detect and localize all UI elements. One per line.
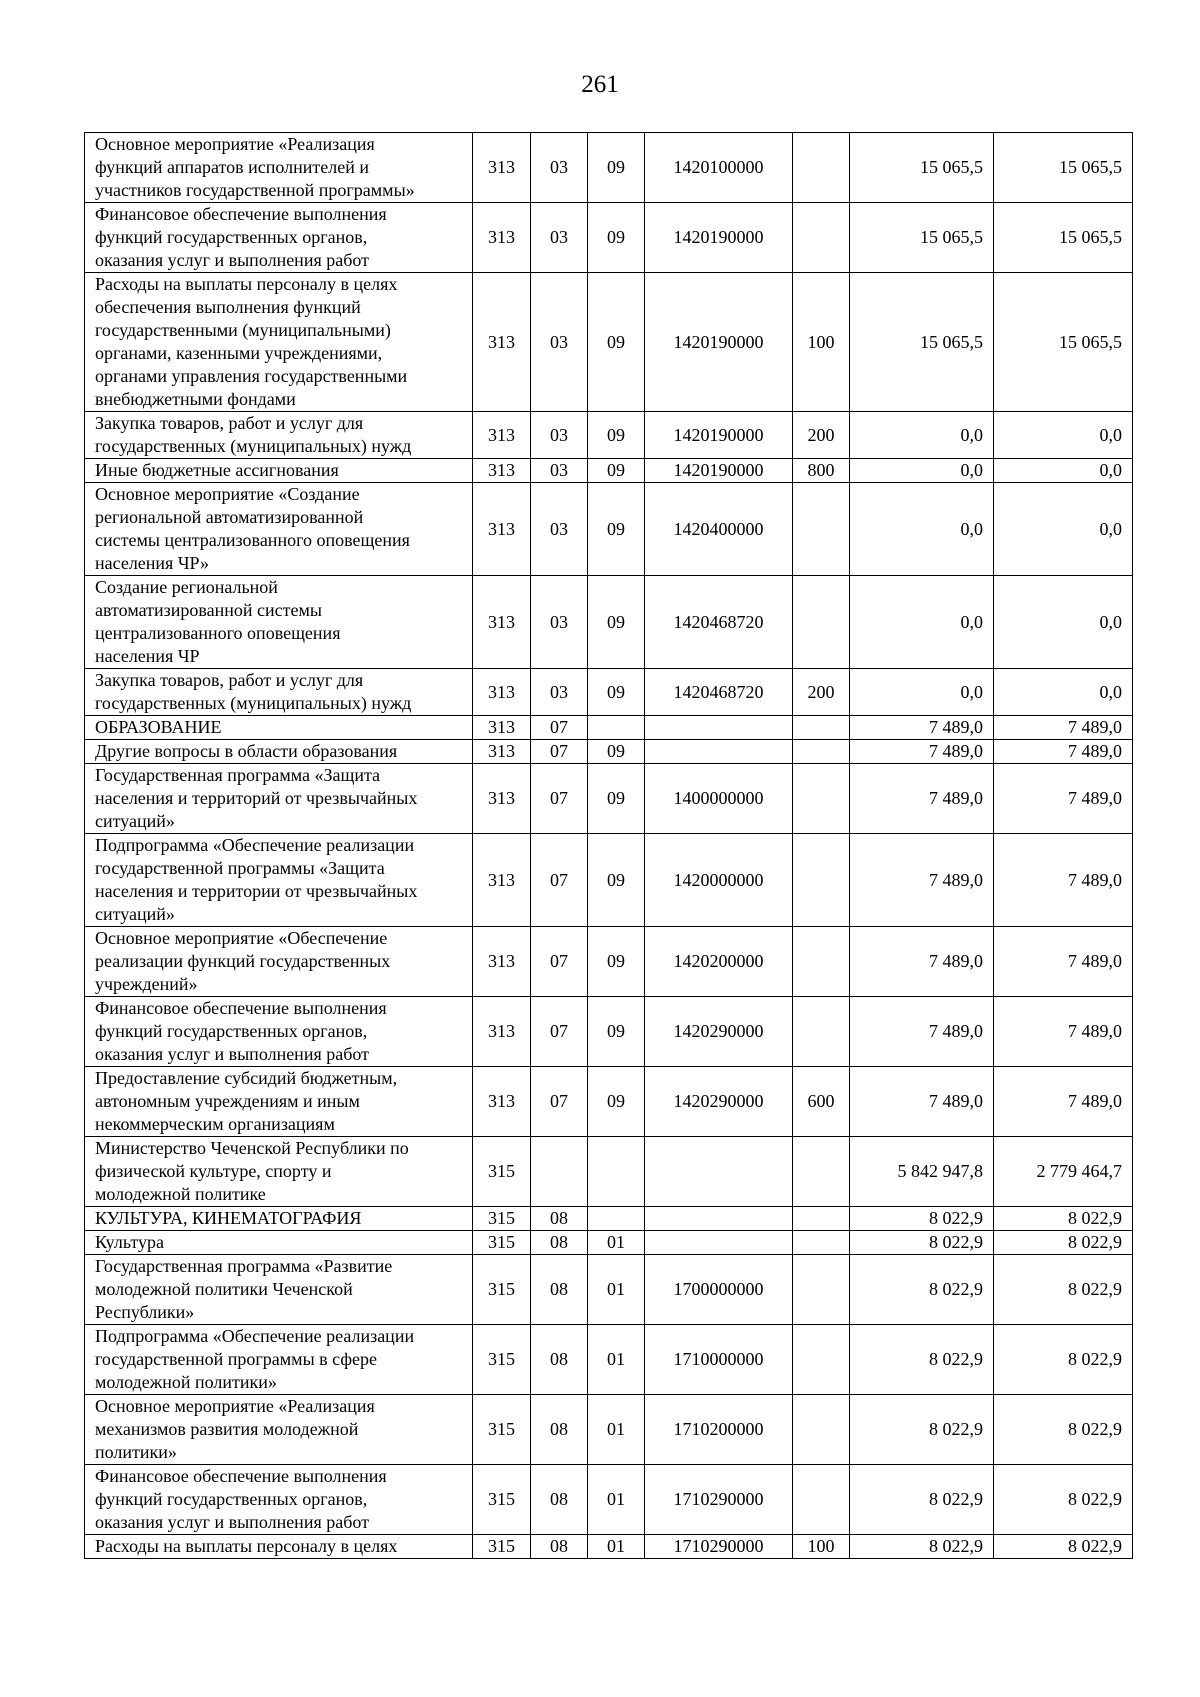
target-article-cell: 1420190000 xyxy=(645,203,793,273)
table-row xyxy=(85,483,1133,576)
section-code-cell: 07 xyxy=(531,764,588,834)
amount-year1-cell: 0,0 xyxy=(850,483,994,576)
table-row xyxy=(85,1465,1133,1535)
item-name-line: физической культуре, спорту и xyxy=(95,1161,332,1181)
target-article-cell xyxy=(645,1231,793,1255)
expense-type-cell: 100 xyxy=(793,273,850,412)
admin-code-cell: 313 xyxy=(473,834,531,927)
expense-type-cell xyxy=(793,834,850,927)
section-code-cell: 03 xyxy=(531,412,588,459)
admin-code-cell: 315 xyxy=(473,1137,531,1207)
item-name-line: Финансовое обеспечение выполнения xyxy=(95,998,387,1018)
section-code-cell: 03 xyxy=(531,483,588,576)
item-name-line: населения ЧР» xyxy=(95,553,209,573)
item-name-cell xyxy=(85,1067,473,1137)
item-name-line: обеспечения выполнения функций xyxy=(95,297,361,317)
table-row xyxy=(85,669,1133,716)
subsection-code-cell xyxy=(588,1207,645,1231)
table-row xyxy=(85,273,1133,412)
section-code-cell: 07 xyxy=(531,927,588,997)
amount-year2-cell: 8 022,9 xyxy=(994,1465,1133,1535)
amount-year2-cell: 15 065,5 xyxy=(994,133,1133,203)
item-name-line: функций государственных органов, xyxy=(95,1489,368,1509)
amount-year2-cell: 8 022,9 xyxy=(994,1325,1133,1395)
item-name-cell xyxy=(85,576,473,669)
item-name-line: органами управления государственными xyxy=(95,366,408,386)
section-code-cell: 08 xyxy=(531,1465,588,1535)
table-row xyxy=(85,1067,1133,1137)
item-name-cell xyxy=(85,412,473,459)
item-name-cell xyxy=(85,927,473,997)
item-name-line: Министерство Чеченской Республики по xyxy=(95,1138,409,1158)
item-name-line: ситуаций» xyxy=(95,811,175,831)
table-row xyxy=(85,1395,1133,1465)
amount-year1-cell: 7 489,0 xyxy=(850,764,994,834)
target-article-cell: 1710290000 xyxy=(645,1535,793,1559)
expense-type-cell: 200 xyxy=(793,412,850,459)
amount-year1-cell: 7 489,0 xyxy=(850,1067,994,1137)
item-name-cell xyxy=(85,764,473,834)
admin-code-cell: 313 xyxy=(473,927,531,997)
item-name-line: молодежной политики Чеченской xyxy=(95,1279,353,1299)
target-article-cell: 1700000000 xyxy=(645,1255,793,1325)
section-code-cell: 03 xyxy=(531,459,588,483)
amount-year1-cell: 0,0 xyxy=(850,669,994,716)
item-name-line: населения и территории от чрезвычайных xyxy=(95,881,418,901)
item-name-line: государственными (муниципальными) xyxy=(95,320,391,340)
item-name-cell xyxy=(85,669,473,716)
table-row xyxy=(85,1207,1133,1231)
item-name-line: автономным учреждениям и иным xyxy=(95,1091,360,1111)
admin-code-cell: 313 xyxy=(473,133,531,203)
subsection-code-cell: 09 xyxy=(588,133,645,203)
item-name-line: внебюджетными фондами xyxy=(95,389,296,409)
section-code-cell: 03 xyxy=(531,133,588,203)
target-article-cell: 1420468720 xyxy=(645,576,793,669)
table-row xyxy=(85,459,1133,483)
item-name-line: государственной программы в сфере xyxy=(95,1349,378,1369)
amount-year1-cell: 7 489,0 xyxy=(850,834,994,927)
expense-type-cell xyxy=(793,716,850,740)
amount-year2-cell: 8 022,9 xyxy=(994,1231,1133,1255)
admin-code-cell: 315 xyxy=(473,1207,531,1231)
admin-code-cell: 313 xyxy=(473,273,531,412)
amount-year2-cell: 8 022,9 xyxy=(994,1207,1133,1231)
amount-year1-cell: 8 022,9 xyxy=(850,1395,994,1465)
table-row xyxy=(85,1325,1133,1395)
item-name-line: Основное мероприятие «Реализация xyxy=(95,134,375,154)
subsection-code-cell: 09 xyxy=(588,740,645,764)
subsection-code-cell: 01 xyxy=(588,1395,645,1465)
expense-type-cell xyxy=(793,1137,850,1207)
item-name-line: КУЛЬТУРА, КИНЕМАТОГРАФИЯ xyxy=(95,1208,362,1228)
target-article-cell: 1420290000 xyxy=(645,997,793,1067)
item-name-line: государственных (муниципальных) нужд xyxy=(95,436,412,456)
subsection-code-cell: 09 xyxy=(588,927,645,997)
item-name-cell xyxy=(85,483,473,576)
item-name-cell xyxy=(85,834,473,927)
item-name-cell xyxy=(85,203,473,273)
table-row xyxy=(85,764,1133,834)
amount-year2-cell: 0,0 xyxy=(994,483,1133,576)
section-code-cell: 08 xyxy=(531,1207,588,1231)
subsection-code-cell: 01 xyxy=(588,1231,645,1255)
amount-year2-cell: 7 489,0 xyxy=(994,716,1133,740)
expense-type-cell: 100 xyxy=(793,1535,850,1559)
table-row xyxy=(85,927,1133,997)
target-article-cell xyxy=(645,740,793,764)
item-name-line: Расходы на выплаты персоналу в целях xyxy=(95,274,398,294)
target-article-cell: 1420190000 xyxy=(645,459,793,483)
amount-year2-cell: 7 489,0 xyxy=(994,1067,1133,1137)
item-name-line: автоматизированной системы xyxy=(95,600,322,620)
item-name-cell xyxy=(85,716,473,740)
amount-year2-cell: 8 022,9 xyxy=(994,1395,1133,1465)
item-name-line: Подпрограмма «Обеспечение реализации xyxy=(95,835,415,855)
item-name-line: Основное мероприятие «Обеспечение xyxy=(95,928,388,948)
admin-code-cell: 315 xyxy=(473,1395,531,1465)
expense-type-cell xyxy=(793,927,850,997)
item-name-line: Иные бюджетные ассигнования xyxy=(95,460,339,480)
table-row xyxy=(85,133,1133,203)
section-code-cell: 03 xyxy=(531,576,588,669)
subsection-code-cell: 09 xyxy=(588,203,645,273)
expense-type-cell xyxy=(793,1395,850,1465)
subsection-code-cell: 09 xyxy=(588,576,645,669)
amount-year1-cell: 0,0 xyxy=(850,459,994,483)
expense-type-cell xyxy=(793,576,850,669)
item-name-line: реализации функций государственных xyxy=(95,951,391,971)
amount-year1-cell: 7 489,0 xyxy=(850,927,994,997)
table-row xyxy=(85,412,1133,459)
expense-type-cell xyxy=(793,1325,850,1395)
item-name-line: органами, казенными учреждениями, xyxy=(95,343,383,363)
expense-type-cell xyxy=(793,764,850,834)
admin-code-cell: 313 xyxy=(473,412,531,459)
item-name-line: оказания услуг и выполнения работ xyxy=(95,1044,370,1064)
amount-year1-cell: 5 842 947,8 xyxy=(850,1137,994,1207)
table-row xyxy=(85,1137,1133,1207)
item-name-line: функций государственных органов, xyxy=(95,227,368,247)
subsection-code-cell xyxy=(588,1137,645,1207)
section-code-cell: 07 xyxy=(531,834,588,927)
amount-year2-cell: 2 779 464,7 xyxy=(994,1137,1133,1207)
admin-code-cell: 315 xyxy=(473,1535,531,1559)
amount-year2-cell: 7 489,0 xyxy=(994,997,1133,1067)
item-name-line: государственной программы «Защита xyxy=(95,858,385,878)
amount-year1-cell: 15 065,5 xyxy=(850,133,994,203)
item-name-line: Республики» xyxy=(95,1302,195,1322)
admin-code-cell: 315 xyxy=(473,1325,531,1395)
item-name-line: механизмов развития молодежной xyxy=(95,1419,359,1439)
expense-type-cell xyxy=(793,1231,850,1255)
table-row xyxy=(85,576,1133,669)
subsection-code-cell: 09 xyxy=(588,669,645,716)
item-name-line: ситуаций» xyxy=(95,904,175,924)
section-code-cell: 03 xyxy=(531,273,588,412)
item-name-line: Основное мероприятие «Реализация xyxy=(95,1396,375,1416)
target-article-cell: 1420190000 xyxy=(645,273,793,412)
section-code-cell: 07 xyxy=(531,716,588,740)
item-name-line: участников государственной программы» xyxy=(95,180,415,200)
target-article-cell xyxy=(645,716,793,740)
table-row xyxy=(85,740,1133,764)
admin-code-cell: 315 xyxy=(473,1231,531,1255)
item-name-cell xyxy=(85,1395,473,1465)
amount-year2-cell: 8 022,9 xyxy=(994,1255,1133,1325)
table-row xyxy=(85,716,1133,740)
subsection-code-cell: 01 xyxy=(588,1465,645,1535)
section-code-cell: 08 xyxy=(531,1231,588,1255)
target-article-cell: 1420100000 xyxy=(645,133,793,203)
item-name-cell xyxy=(85,1231,473,1255)
table-row xyxy=(85,203,1133,273)
amount-year1-cell: 7 489,0 xyxy=(850,740,994,764)
admin-code-cell: 313 xyxy=(473,1067,531,1137)
amount-year1-cell: 7 489,0 xyxy=(850,716,994,740)
table-row xyxy=(85,834,1133,927)
item-name-cell xyxy=(85,1535,473,1559)
target-article-cell: 1420400000 xyxy=(645,483,793,576)
item-name-cell xyxy=(85,459,473,483)
amount-year2-cell: 0,0 xyxy=(994,459,1133,483)
item-name-cell xyxy=(85,997,473,1067)
admin-code-cell: 315 xyxy=(473,1255,531,1325)
expense-type-cell xyxy=(793,1465,850,1535)
item-name-line: Предоставление субсидий бюджетным, xyxy=(95,1068,398,1088)
expense-type-cell xyxy=(793,1207,850,1231)
item-name-cell xyxy=(85,740,473,764)
item-name-line: региональной автоматизированной xyxy=(95,507,364,527)
section-code-cell: 08 xyxy=(531,1255,588,1325)
subsection-code-cell: 01 xyxy=(588,1255,645,1325)
item-name-line: функций аппаратов исполнителей и xyxy=(95,157,370,177)
target-article-cell xyxy=(645,1137,793,1207)
item-name-line: Основное мероприятие «Создание xyxy=(95,484,360,504)
expense-type-cell: 800 xyxy=(793,459,850,483)
item-name-line: Государственная программа «Защита xyxy=(95,765,381,785)
amount-year2-cell: 0,0 xyxy=(994,669,1133,716)
budget-table xyxy=(84,132,1133,1559)
amount-year2-cell: 7 489,0 xyxy=(994,764,1133,834)
item-name-cell xyxy=(85,1325,473,1395)
item-name-line: оказания услуг и выполнения работ xyxy=(95,250,370,270)
amount-year1-cell: 8 022,9 xyxy=(850,1325,994,1395)
item-name-line: Закупка товаров, работ и услуг для xyxy=(95,413,364,433)
expense-type-cell xyxy=(793,740,850,764)
item-name-line: некоммерческим организациям xyxy=(95,1114,335,1134)
subsection-code-cell: 01 xyxy=(588,1325,645,1395)
amount-year1-cell: 0,0 xyxy=(850,412,994,459)
item-name-line: ОБРАЗОВАНИЕ xyxy=(95,717,222,737)
target-article-cell: 1710290000 xyxy=(645,1465,793,1535)
target-article-cell: 1420468720 xyxy=(645,669,793,716)
item-name-line: оказания услуг и выполнения работ xyxy=(95,1512,370,1532)
item-name-line: Другие вопросы в области образования xyxy=(95,741,398,761)
item-name-line: Расходы на выплаты персоналу в целях xyxy=(95,1536,398,1556)
item-name-cell xyxy=(85,1465,473,1535)
admin-code-cell: 313 xyxy=(473,669,531,716)
item-name-cell xyxy=(85,1137,473,1207)
amount-year2-cell: 15 065,5 xyxy=(994,273,1133,412)
admin-code-cell: 313 xyxy=(473,716,531,740)
item-name-cell xyxy=(85,1207,473,1231)
item-name-line: политики» xyxy=(95,1442,177,1462)
target-article-cell: 1710200000 xyxy=(645,1395,793,1465)
target-article-cell: 1400000000 xyxy=(645,764,793,834)
item-name-line: централизованного оповещения xyxy=(95,623,341,643)
section-code-cell: 08 xyxy=(531,1395,588,1465)
item-name-line: населения и территорий от чрезвычайных xyxy=(95,788,418,808)
amount-year1-cell: 8 022,9 xyxy=(850,1255,994,1325)
subsection-code-cell: 09 xyxy=(588,834,645,927)
table-row xyxy=(85,1231,1133,1255)
table-row xyxy=(85,997,1133,1067)
expense-type-cell: 200 xyxy=(793,669,850,716)
item-name-cell xyxy=(85,1255,473,1325)
expense-type-cell: 600 xyxy=(793,1067,850,1137)
admin-code-cell: 313 xyxy=(473,764,531,834)
section-code-cell: 03 xyxy=(531,669,588,716)
item-name-cell xyxy=(85,133,473,203)
subsection-code-cell: 09 xyxy=(588,412,645,459)
admin-code-cell: 315 xyxy=(473,1465,531,1535)
amount-year1-cell: 8 022,9 xyxy=(850,1535,994,1559)
item-name-line: системы централизованного оповещения xyxy=(95,530,410,550)
admin-code-cell: 313 xyxy=(473,203,531,273)
amount-year1-cell: 15 065,5 xyxy=(850,273,994,412)
item-name-line: молодежной политике xyxy=(95,1184,266,1204)
amount-year2-cell: 15 065,5 xyxy=(994,203,1133,273)
page-number: 261 xyxy=(581,71,619,98)
amount-year1-cell: 0,0 xyxy=(850,576,994,669)
section-code-cell xyxy=(531,1137,588,1207)
amount-year1-cell: 8 022,9 xyxy=(850,1231,994,1255)
target-article-cell: 1420000000 xyxy=(645,834,793,927)
item-name-line: Финансовое обеспечение выполнения xyxy=(95,204,387,224)
item-name-line: Закупка товаров, работ и услуг для xyxy=(95,670,364,690)
section-code-cell: 07 xyxy=(531,1067,588,1137)
amount-year2-cell: 7 489,0 xyxy=(994,927,1133,997)
admin-code-cell: 313 xyxy=(473,997,531,1067)
expense-type-cell xyxy=(793,997,850,1067)
amount-year2-cell: 8 022,9 xyxy=(994,1535,1133,1559)
table-row xyxy=(85,1255,1133,1325)
expense-type-cell xyxy=(793,133,850,203)
budget-table-body xyxy=(85,133,1133,1559)
subsection-code-cell: 09 xyxy=(588,1067,645,1137)
subsection-code-cell: 09 xyxy=(588,459,645,483)
admin-code-cell: 313 xyxy=(473,740,531,764)
section-code-cell: 07 xyxy=(531,740,588,764)
item-name-line: Государственная программа «Развитие xyxy=(95,1256,393,1276)
expense-type-cell xyxy=(793,1255,850,1325)
section-code-cell: 03 xyxy=(531,203,588,273)
item-name-line: Финансовое обеспечение выполнения xyxy=(95,1466,387,1486)
expense-type-cell xyxy=(793,483,850,576)
item-name-line: Создание региональной xyxy=(95,577,278,597)
amount-year1-cell: 8 022,9 xyxy=(850,1465,994,1535)
item-name-line: функций государственных органов, xyxy=(95,1021,368,1041)
item-name-line: Культура xyxy=(95,1232,164,1252)
subsection-code-cell xyxy=(588,716,645,740)
admin-code-cell: 313 xyxy=(473,459,531,483)
item-name-line: учреждений» xyxy=(95,974,198,994)
subsection-code-cell: 01 xyxy=(588,1535,645,1559)
table-row xyxy=(85,1535,1133,1559)
amount-year1-cell: 15 065,5 xyxy=(850,203,994,273)
item-name-cell xyxy=(85,273,473,412)
item-name-line: Подпрограмма «Обеспечение реализации xyxy=(95,1326,415,1346)
amount-year2-cell: 0,0 xyxy=(994,576,1133,669)
target-article-cell: 1420290000 xyxy=(645,1067,793,1137)
section-code-cell: 08 xyxy=(531,1535,588,1559)
expense-type-cell xyxy=(793,203,850,273)
target-article-cell: 1420200000 xyxy=(645,927,793,997)
admin-code-cell: 313 xyxy=(473,483,531,576)
amount-year1-cell: 7 489,0 xyxy=(850,997,994,1067)
amount-year2-cell: 7 489,0 xyxy=(994,834,1133,927)
section-code-cell: 08 xyxy=(531,1325,588,1395)
item-name-line: государственных (муниципальных) нужд xyxy=(95,693,412,713)
target-article-cell: 1420190000 xyxy=(645,412,793,459)
amount-year1-cell: 8 022,9 xyxy=(850,1207,994,1231)
section-code-cell: 07 xyxy=(531,997,588,1067)
admin-code-cell: 313 xyxy=(473,576,531,669)
target-article-cell xyxy=(645,1207,793,1231)
subsection-code-cell: 09 xyxy=(588,764,645,834)
subsection-code-cell: 09 xyxy=(588,273,645,412)
item-name-line: населения ЧР xyxy=(95,646,200,666)
subsection-code-cell: 09 xyxy=(588,483,645,576)
target-article-cell: 1710000000 xyxy=(645,1325,793,1395)
amount-year2-cell: 7 489,0 xyxy=(994,740,1133,764)
item-name-line: молодежной политики» xyxy=(95,1372,277,1392)
amount-year2-cell: 0,0 xyxy=(994,412,1133,459)
subsection-code-cell: 09 xyxy=(588,997,645,1067)
